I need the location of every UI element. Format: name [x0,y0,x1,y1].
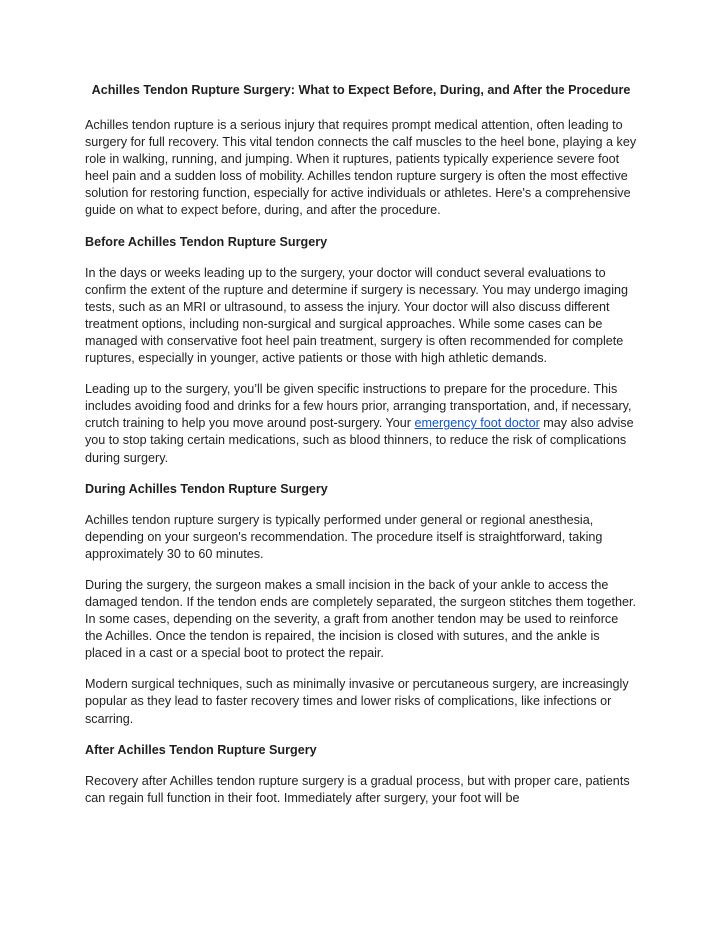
during-paragraph-2: During the surgery, the surgeon makes a small incision in the back of your ankle to access the damaged tendon. If the tendon ends are completely separated, the surgeon stitches them together. In some cases, depending on the severity, a graft from another tendon may be used to reinforce the Achilles. Once the tendon is repaired, the incision is closed with sutures, and the ankle is placed in a cast or a special boot to protect the repair. [85,577,636,661]
document-page [85,82,637,821]
emergency-foot-doctor-link[interactable]: emergency foot doctor [414,416,540,431]
during-paragraph-1: Achilles tendon rupture surgery is typically performed under general or regional anesthesia, depending on your surgeon's recommendation. The procedure itself is straightforward, taking approximately 30 to 60 minutes. [85,512,603,561]
document-title: Achilles Tendon Rupture Surgery: What to Expect Before, During, and After the Procedure [91,83,631,97]
before-paragraph-2 [85,381,637,466]
during-paragraph-3: Modern surgical techniques, such as minimally invasive or percutaneous surgery, are increasingly popular as they lead to faster recovery times and lower risks of complications, like infections or scarring. [85,677,629,726]
section-heading-before: Before Achilles Tendon Rupture Surgery [85,234,328,249]
after-paragraph-1: Recovery after Achilles tendon rupture surgery is a gradual process, but with proper care, patients can regain full function in their foot. Immediately after surgery, your foot will be [85,773,630,805]
intro-paragraph: Achilles tendon rupture is a serious injury that requires prompt medical attention, often leading to surgery for full recovery. This vital tendon connects the calf muscles to the heel bone, playing a key role in walking, running, and jumping. When it ruptures, patients typically experience severe foot heel pain and a sudden loss of mobility. Achilles tendon rupture surgery is often the most effective solution for restoring function, especially for active individuals or athletes. Here's a comprehensive guide on what to expect before, during, and after the procedure. [85,118,637,218]
before-paragraph-2-text-start: Leading up to the surgery, you’ll be given specific instructions to prepare for the procedure. This includes avoiding food and drinks for a few hours prior, arranging transportation, and, if necessary, crutch training to help you move around post-surgery. Your [85,382,632,431]
section-heading-after: After Achilles Tendon Rupture Surgery [85,742,317,757]
before-paragraph-1: In the days or weeks leading up to the surgery, your doctor will conduct several evaluations to confirm the extent of the rupture and determine if surgery is necessary. You may undergo imaging tests, such as an MRI or ultrasound, to assess the injury. Your doctor will also discuss different treatment options, including non-surgical and surgical approaches. While some cases can be managed with conservative foot heel pain treatment, surgery is often recommended for complete ruptures, especially in younger, active patients or those with high athletic demands. [85,265,628,366]
section-heading-during: During Achilles Tendon Rupture Surgery [85,481,328,496]
before-paragraph-2-text-end: may also advise you to stop taking certain medications, such as blood thinners, to reduce the risk of complications during surgery. [85,416,634,465]
